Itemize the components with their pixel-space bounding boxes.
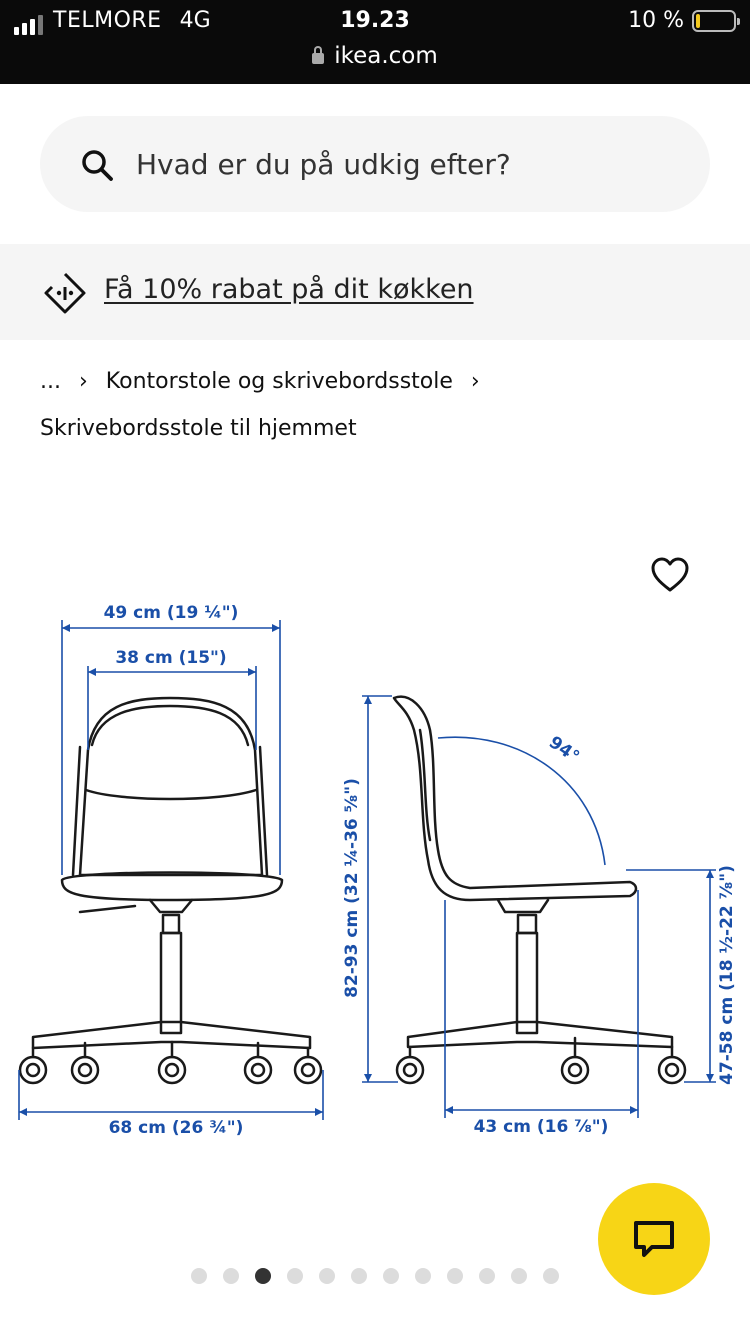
- carousel-dot[interactable]: [191, 1268, 207, 1284]
- breadcrumb-ellipsis[interactable]: ...: [40, 369, 61, 394]
- dimension-width-inner: 38 cm (15"): [115, 648, 227, 668]
- search-input[interactable]: [136, 116, 676, 212]
- heart-icon[interactable]: [650, 556, 690, 594]
- dimension-depth: 43 cm (16 ⅞"): [473, 1117, 609, 1137]
- breadcrumb: [40, 366, 498, 445]
- address-bar[interactable]: [0, 42, 750, 70]
- carousel-pagination: [191, 1268, 559, 1284]
- carousel-dot[interactable]: [319, 1268, 335, 1284]
- battery-level-fill: [696, 14, 700, 28]
- carousel-dot[interactable]: [511, 1268, 527, 1284]
- dimension-recline-angle: 94°: [544, 732, 583, 768]
- search-icon: [80, 148, 114, 182]
- carrier-name: TELMORE: [53, 8, 162, 33]
- dimension-seat-height: 47-58 cm (18 ½-22 ⅞"): [717, 865, 737, 1085]
- carousel-dot[interactable]: [287, 1268, 303, 1284]
- network-type: 4G: [179, 8, 211, 33]
- breadcrumb-current[interactable]: Skrivebordsstole til hjemmet: [40, 416, 357, 441]
- carousel-dot[interactable]: [447, 1268, 463, 1284]
- dimension-base-width: 68 cm (26 ¾"): [108, 1118, 244, 1138]
- carousel-dot[interactable]: [223, 1268, 239, 1284]
- lock-icon: [312, 53, 324, 64]
- promo-link[interactable]: Få 10% rabat på dit køkken: [104, 274, 474, 305]
- breadcrumb-separator: ›: [470, 369, 480, 394]
- breadcrumb-category[interactable]: Kontorstole og skrivebordsstole: [105, 369, 453, 394]
- battery-icon: [692, 10, 736, 32]
- battery-percent: 10 %: [628, 8, 684, 33]
- carousel-dot[interactable]: [479, 1268, 495, 1284]
- clock: 19.23: [340, 8, 410, 33]
- dimension-width-outer: 49 cm (19 ¼"): [103, 603, 239, 623]
- carousel-dot[interactable]: [255, 1268, 271, 1284]
- breadcrumb-separator: ›: [78, 369, 88, 394]
- dimension-height: 82-93 cm (32 ¼-36 ⅝"): [342, 778, 362, 998]
- battery-info: [628, 7, 736, 35]
- promo-banner[interactable]: [0, 244, 750, 340]
- carousel-dot[interactable]: [383, 1268, 399, 1284]
- carousel-dot[interactable]: [543, 1268, 559, 1284]
- status-bar: [0, 0, 750, 84]
- discount-tag-icon: [42, 270, 88, 316]
- chat-button[interactable]: [598, 1183, 710, 1295]
- url-text: ikea.com: [334, 43, 438, 69]
- search-bar[interactable]: [40, 116, 710, 212]
- product-dimension-image[interactable]: [0, 540, 750, 1170]
- carousel-dot[interactable]: [351, 1268, 367, 1284]
- chat-bubble-icon: [632, 1219, 676, 1259]
- carousel-dot[interactable]: [415, 1268, 431, 1284]
